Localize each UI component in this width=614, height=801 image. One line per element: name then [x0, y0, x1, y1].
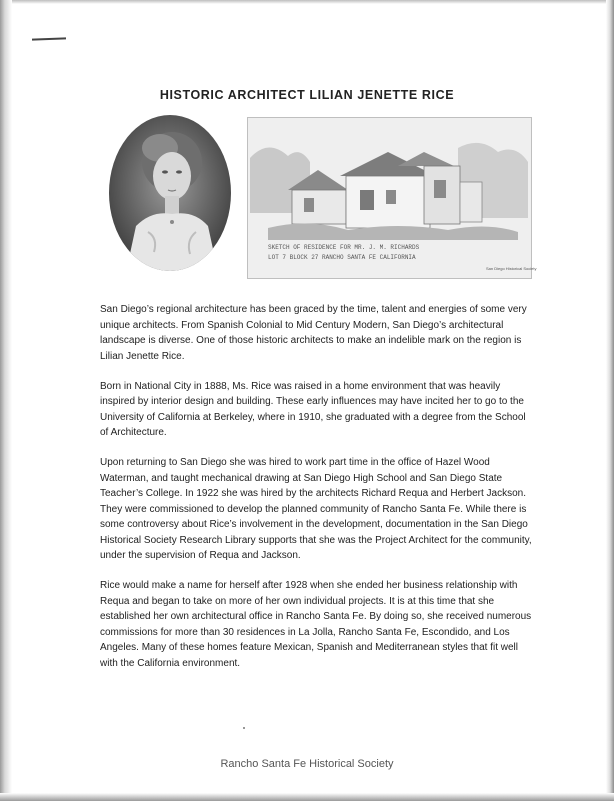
paragraph-1: San Diego’s regional architecture has been graced by the time, talent and energies of some very unique architects. From Spanish Colonial to Mid Century Modern, San Diego’s architectural landscape is diverse. One of those historic architects to make an indelible mark on the region is Lilian Jenette Rice.	[100, 304, 527, 362]
paragraph-3: Upon returning to San Diego she was hired to work part time in the office of Hazel Wood Waterman, and taught mechanical drawing at San Diego High School and San Diego State Teacher’s College. In 1922 she was hired by the architects Richard Requa and Herbert Jackson. They were commissioned to develop the planned community of Rancho Santa Fe. While there is some controversy about Rice’s involvement in the development, documentation in the San Diego Historical Society Research Library supports that she was the Project Architect for the community, under the supervision of Requa and Jackson.	[100, 457, 532, 561]
sketch-caption-line1: SKETCH OF RESIDENCE FOR MR. J. M. RICHARDS	[268, 244, 420, 251]
paragraph-4: Rice would make a name for herself after 1928 when she ended her business relationship with Requa and began to take on more of her own individual projects. It is at this time that she established her own architectural office in Rancho Santa Fe. By doing so, she received numerous commissions for more than 30 residences in La Jolla, Rancho Santa Fe, Escondido, and Los Angeles. Many of these homes feature Mexican, Spanish and Mediterranean styles that fit well with the California environment.	[100, 580, 532, 669]
paragraph-2: Born in National City in 1888, Ms. Rice was raised in a home environment that was heavily inspired by interior design and building. These early influences may have incited her to go to the University of California at Berkeley, where in 1910, she graduated with a degree from the School of Architecture.	[100, 380, 526, 438]
page-edge-right	[606, 0, 614, 801]
residence-sketch	[247, 117, 532, 279]
sketch-caption-line2: LOT 7 BLOCK 27 RANCHO SANTA FE CALIFORNIA	[268, 254, 416, 261]
page-edge-bottom	[0, 793, 614, 801]
page-edge-top	[0, 0, 614, 4]
document-title: HISTORIC ARCHITECT LILIAN JENETTE RICE	[159, 88, 455, 102]
body-text	[100, 302, 532, 686]
pen-mark	[32, 37, 66, 40]
sketch-credit: San Diego Historical Society	[486, 266, 537, 271]
speck	[243, 727, 245, 729]
page-edge-left	[0, 0, 12, 801]
portrait-photo	[108, 114, 232, 272]
footer: Rancho Santa Fe Historical Society	[220, 758, 394, 770]
